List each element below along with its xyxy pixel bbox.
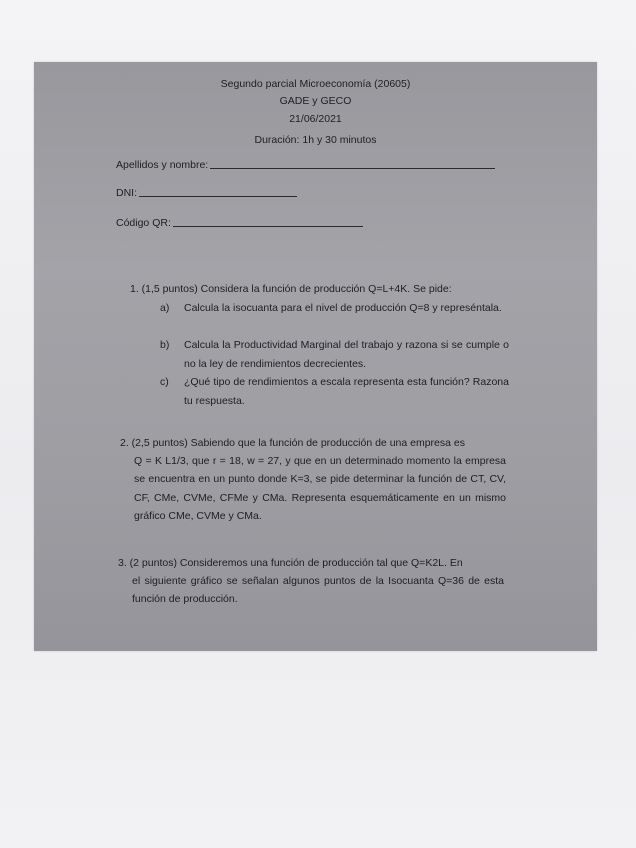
question-3-line1: 3. (2 puntos) Consideremos una función de producción tal que Q=K2L. En bbox=[118, 557, 463, 569]
question-2-line1: 2. (2,5 puntos) Sabiendo que la función de producción de una empresa es bbox=[120, 437, 465, 449]
exam-duration: Duración: 1h y 30 minutos bbox=[254, 134, 377, 146]
dni-field bbox=[116, 187, 297, 199]
item-letter: c) bbox=[160, 376, 169, 388]
question-3 bbox=[118, 554, 504, 609]
qr-field bbox=[116, 217, 363, 229]
question-3-body: el siguiente gráfico se señalan algunos puntos de la Isocuanta Q=36 de esta función de producción. bbox=[132, 575, 504, 606]
dni-blank-line bbox=[139, 196, 297, 197]
item-text: Calcula la Productividad Marginal del trabajo y razona si se cumple o no la ley de rendimientos decrecientes. bbox=[184, 339, 509, 370]
item-letter: a) bbox=[160, 302, 170, 314]
item-text: ¿Qué tipo de rendimientos a escala representa esta función? Razona tu respuesta. bbox=[184, 376, 509, 407]
item-text: Calcula la isocuanta para el nivel de producción Q=8 y represéntala. bbox=[184, 302, 502, 314]
qr-blank-line bbox=[173, 226, 363, 227]
name-blank-line bbox=[210, 168, 495, 169]
name-label: Apellidos y nombre: bbox=[116, 159, 209, 171]
degree: GADE y GECO bbox=[279, 95, 352, 107]
exam-date: 21/06/2021 bbox=[289, 113, 342, 125]
name-field bbox=[116, 159, 495, 171]
item-letter: b) bbox=[160, 339, 170, 351]
question-2-body: Q = K L1/3, que r = 18, w = 27, y que en un determinado momento la empresa se encuentra en un punto donde K=3, se pide determinar la función de CT, CV, CF, CMe, CVMe, CFMe y CMa. Representa esquemáticamente en un mismo gráfico CMe, CVMe y CMa. bbox=[134, 455, 506, 522]
question-2 bbox=[120, 434, 506, 525]
qr-label: Código QR: bbox=[116, 217, 171, 229]
question-1-text: 1. (1,5 puntos) Considera la función de producción Q=L+4K. Se pide: bbox=[130, 283, 452, 295]
exam-title: Segundo parcial Microeconomía (20605) bbox=[220, 78, 411, 90]
dni-label: DNI: bbox=[116, 187, 137, 199]
exam-sheet bbox=[34, 62, 597, 651]
